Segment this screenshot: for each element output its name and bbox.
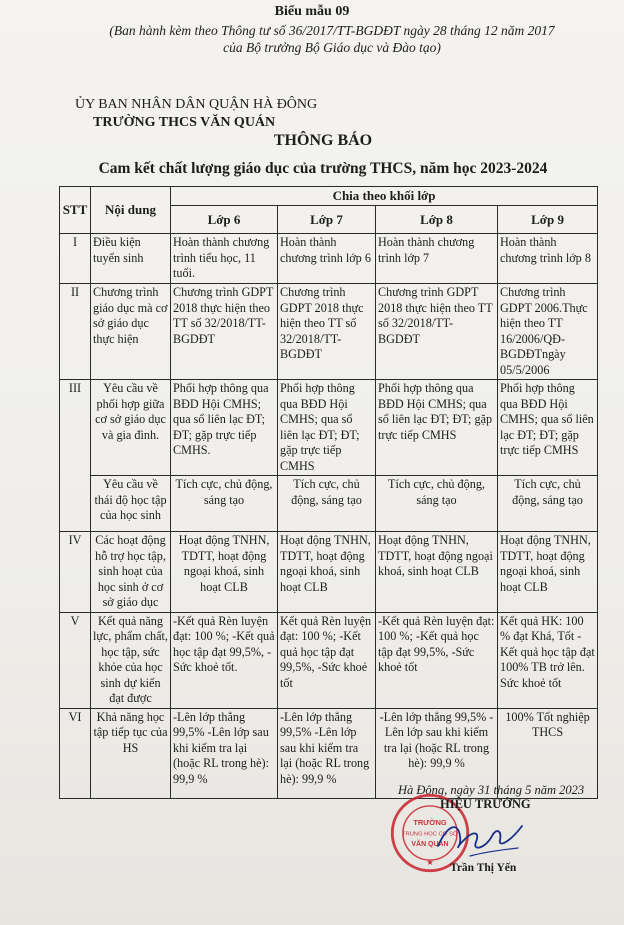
- row-cell: Hoạt động TNHN, TDTT, hoạt động ngoại khoá, sinh hoạt CLB: [171, 532, 278, 613]
- row-cell: Chương trình GDPT 2018 thực hiện theo TT số 32/2018/TT-BGDĐT: [171, 284, 278, 380]
- row-cell: Phối hợp thông qua BĐD Hội CMHS; qua sổ liên lạc ĐT; ĐT; gặp trực tiếp CMHS: [376, 380, 498, 476]
- svg-text:TRUNG HỌC CƠ SỞ: TRUNG HỌC CƠ SỞ: [402, 831, 458, 838]
- table-row: [60, 380, 598, 476]
- row-cell: Hoạt động TNHN, TDTT, hoạt động ngoại khoá, sinh hoạt CLB: [278, 532, 376, 613]
- row-cell: Phối hợp thông qua BĐD Hội CMHS; qua sổ liên lạc ĐT; ĐT; gặp trực tiếp CMHS: [278, 380, 376, 476]
- table-row: [60, 612, 598, 708]
- row-cell: -Lên lớp thẳng 99,5% -Lên lớp sau khi kiểm tra lại (hoặc RL trong hè): 99,9 %: [376, 708, 498, 798]
- commitment-table: [59, 186, 598, 799]
- principal-name: Trần Thị Yến: [450, 862, 517, 874]
- row-cell: Tích cực, chủ động, sáng tạo: [376, 476, 498, 532]
- row-cell: Chương trình GDPT 2018 thực hiện theo TT số 32/2018/TT-BGDĐT: [278, 284, 376, 380]
- row-cell: Phối hợp thông qua BĐD Hội CMHS; qua sổ liên lạc ĐT; ĐT; gặp trực tiếp CMHS: [498, 380, 598, 476]
- header-grade-group: Chia theo khối lớp: [171, 187, 598, 206]
- row-content: Khả năng học tập tiếp tục của HS: [91, 708, 171, 798]
- row-cell: Phối hợp thông qua BĐD Hội CMHS; qua sổ liên lạc ĐT; ĐT; gặp trực tiếp CMHS.: [171, 380, 278, 476]
- row-cell: Hoạt động TNHN, TDTT, hoạt động ngoại khoá, sinh hoạt CLB: [498, 532, 598, 613]
- school-name: TRƯỜNG THCS VĂN QUÁN: [93, 115, 276, 130]
- header-stt: STT: [60, 187, 91, 234]
- header-grade-9: Lớp 9: [498, 205, 598, 234]
- row-stt: VI: [60, 708, 91, 798]
- row-cell: Hoàn thành chương trình lớp 6: [278, 234, 376, 284]
- row-content: Các hoạt động hỗ trợ học tập, sinh hoạt của học sinh ở cơ sở giáo dục: [91, 532, 171, 613]
- row-content: Kết quả năng lực, phẩm chất, học tập, sức khỏe của học sinh dự kiến đạt được: [91, 612, 171, 708]
- table-row: [60, 532, 598, 613]
- issued-by-note: [40, 22, 624, 56]
- row-cell: Tích cực, chủ động, sáng tạo: [498, 476, 598, 532]
- row-cell: Kết quả Rèn luyện đạt: 100 %; -Kết quả học tập đạt 99,5%, -Sức khoẻ tốt: [278, 612, 376, 708]
- issued-line-2: của Bộ trưởng Bộ Giáo dục và Đào tạo): [223, 40, 441, 55]
- row-cell: Chương trình GDPT 2018 thực hiện theo TT số 32/2018/TT-BGDĐT: [376, 284, 498, 380]
- row-cell: -Kết quả Rèn luyện đạt: 100 %; -Kết quả học tập đạt 99,5%, -Sức khoẻ tốt.: [171, 612, 278, 708]
- svg-text:TRƯỜNG: TRƯỜNG: [413, 817, 447, 827]
- row-stt: IV: [60, 532, 91, 613]
- row-cell: -Lên lớp thẳng 99,5% -Lên lớp sau khi kiểm tra lại (hoặc RL trong hè): 99,9 %: [278, 708, 376, 798]
- signing-date: Hà Đông, ngày 31 tháng 5 năm 2023: [398, 783, 585, 797]
- row-cell: Hoàn thành chương trình lớp 7: [376, 234, 498, 284]
- committee-name: ỦY BAN NHÂN DÂN QUẬN HÀ ĐÔNG: [75, 97, 318, 112]
- row-cell: Tích cực, chủ động, sáng tạo: [171, 476, 278, 532]
- form-number: Biểu mẫu 09: [274, 4, 350, 19]
- principal-signature: [430, 812, 530, 862]
- table-row: [60, 234, 598, 284]
- row-content: Điều kiện tuyển sinh: [91, 234, 171, 284]
- header-grade-8: Lớp 8: [376, 205, 498, 234]
- row-content: Yêu cầu về phối hợp giữa cơ sở giáo dục và gia đình.: [91, 380, 171, 476]
- row-cell: -Lên lớp thẳng 99,5% -Lên lớp sau khi kiểm tra lại (hoặc RL trong hè): 99,9 %: [171, 708, 278, 798]
- row-cell: Hoàn thành chương trình lớp 8: [498, 234, 598, 284]
- table-header-row: [60, 187, 598, 206]
- row-stt: V: [60, 612, 91, 708]
- row-stt: I: [60, 234, 91, 284]
- row-cell: Tích cực, chủ động, sáng tạo: [278, 476, 376, 532]
- row-cell: Chương trình GDPT 2006.Thực hiện theo TT 16/2006/QĐ-BGDĐTngày 05/5/2006: [498, 284, 598, 380]
- row-cell: Kết quả HK: 100 % đạt Khá, Tốt -Kết quả học tập đạt 100% TB trở lên. Sức khoẻ tốt: [498, 612, 598, 708]
- header-grade-6: Lớp 6: [171, 205, 278, 234]
- row-cell: Hoạt động TNHN, TDTT, hoạt động ngoại khoá, sinh hoạt CLB: [376, 532, 498, 613]
- row-stt: III: [60, 380, 91, 532]
- notice-title: THÔNG BÁO: [273, 132, 373, 149]
- principal-title: HIỆU TRƯỞNG: [440, 797, 531, 811]
- table-row: [60, 476, 598, 532]
- row-cell: Hoàn thành chương trình tiểu học, 11 tuổi.: [171, 234, 278, 284]
- row-content: Yêu cầu về thái độ học tập của học sinh: [91, 476, 171, 532]
- row-content: Chương trình giáo dục mà cơ sở giáo dục thực hiện: [91, 284, 171, 380]
- header-content: Nội dung: [91, 187, 171, 234]
- row-stt: II: [60, 284, 91, 380]
- notice-subtitle: Cam kết chất lượng giáo dục của trường THCS, năm học 2023-2024: [98, 160, 548, 177]
- row-cell: 100% Tốt nghiệp THCS: [498, 708, 598, 798]
- svg-text:VĂN QUÁN: VĂN QUÁN: [411, 841, 449, 849]
- issued-line-1: (Ban hành kèm theo Thông tư số 36/2017/TT-BGDĐT ngày 28 tháng 12 năm 2017: [109, 23, 555, 38]
- svg-text:★: ★: [426, 856, 434, 867]
- header-grade-7: Lớp 7: [278, 205, 376, 234]
- table-row: [60, 284, 598, 380]
- row-cell: -Kết quả Rèn luyện đạt: 100 %; -Kết quả học tập đạt 99,5%, -Sức khoẻ tốt: [376, 612, 498, 708]
